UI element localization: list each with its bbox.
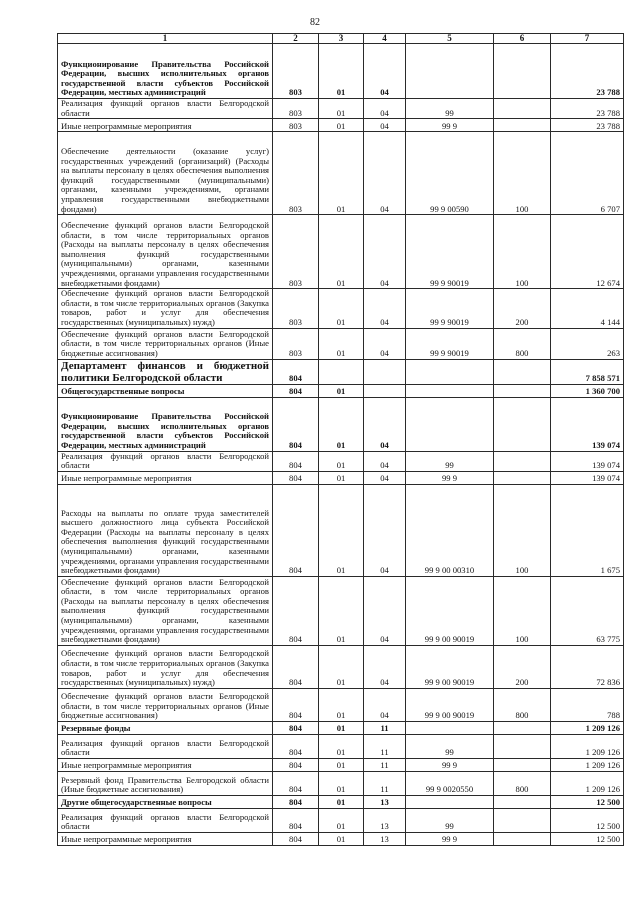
- row-amount-cell: 1 209 126: [551, 734, 624, 758]
- row-subsection-cell: [364, 384, 406, 397]
- row-amount-cell: 72 836: [551, 645, 624, 688]
- row-section-cell: 01: [319, 576, 364, 645]
- row-target-article-cell: 99 9: [406, 471, 494, 484]
- row-expense-type-cell: [494, 384, 551, 397]
- header-cell: 4: [364, 34, 406, 44]
- row-section-cell: 01: [319, 384, 364, 397]
- row-section-cell: 01: [319, 721, 364, 734]
- row-expense-type-cell: 800: [494, 771, 551, 795]
- row-admin-code-cell: 804: [273, 832, 319, 845]
- row-name-cell: Реализация функций органов власти Белгородской области: [58, 734, 273, 758]
- row-amount-cell: 1 209 126: [551, 758, 624, 771]
- row-section-cell: [319, 359, 364, 384]
- row-section-cell: 01: [319, 795, 364, 808]
- row-subsection-cell: 11: [364, 771, 406, 795]
- row-subsection-cell: 04: [364, 119, 406, 132]
- table-row: [58, 119, 624, 132]
- row-admin-code-cell: 804: [273, 734, 319, 758]
- row-subsection-cell: 04: [364, 99, 406, 119]
- row-section-cell: 01: [319, 645, 364, 688]
- row-name-cell: Обеспечение функций органов власти Белгородской области, в том числе территориальных органов (Расходы на выплаты персоналу в целях обеспечения выполнения функций государственными (муниципальными) органами, казенными учреждениями, органами управления государственными внебюджетными фондами): [58, 215, 273, 289]
- row-amount-cell: 12 500: [551, 832, 624, 845]
- row-section-cell: 01: [319, 397, 364, 451]
- row-subsection-cell: [364, 359, 406, 384]
- table-row: [58, 471, 624, 484]
- row-subsection-cell: 04: [364, 484, 406, 576]
- row-target-article-cell: 99 9 90019: [406, 215, 494, 289]
- table-row: [58, 99, 624, 119]
- row-admin-code-cell: 804: [273, 721, 319, 734]
- row-subsection-cell: 11: [364, 734, 406, 758]
- row-subsection-cell: 13: [364, 808, 406, 832]
- table-row: [58, 734, 624, 758]
- row-amount-cell: 63 775: [551, 576, 624, 645]
- row-admin-code-cell: 804: [273, 758, 319, 771]
- row-section-cell: 01: [319, 99, 364, 119]
- row-amount-cell: 12 500: [551, 795, 624, 808]
- row-name-cell: Функционирование Правительства Российской Федерации, высших исполнительных органов государственной власти субъектов Российской Федерации, местных администраций: [58, 397, 273, 451]
- row-target-article-cell: [406, 359, 494, 384]
- row-target-article-cell: 99: [406, 808, 494, 832]
- row-expense-type-cell: [494, 808, 551, 832]
- header-cell: 5: [406, 34, 494, 44]
- row-subsection-cell: 04: [364, 289, 406, 328]
- row-section-cell: 01: [319, 771, 364, 795]
- row-target-article-cell: 99 9 00590: [406, 132, 494, 215]
- row-subsection-cell: 04: [364, 688, 406, 721]
- row-expense-type-cell: [494, 734, 551, 758]
- row-expense-type-cell: [494, 832, 551, 845]
- table-row: [58, 328, 624, 359]
- row-amount-cell: 263: [551, 328, 624, 359]
- row-admin-code-cell: 804: [273, 471, 319, 484]
- row-admin-code-cell: 804: [273, 688, 319, 721]
- row-amount-cell: 788: [551, 688, 624, 721]
- table-row: [58, 484, 624, 576]
- row-subsection-cell: 04: [364, 328, 406, 359]
- row-target-article-cell: 99 9: [406, 758, 494, 771]
- row-expense-type-cell: [494, 471, 551, 484]
- row-expense-type-cell: 200: [494, 289, 551, 328]
- row-subsection-cell: 11: [364, 721, 406, 734]
- budget-table: [57, 33, 624, 846]
- row-amount-cell: 1 360 700: [551, 384, 624, 397]
- row-subsection-cell: 11: [364, 758, 406, 771]
- row-target-article-cell: 99 9 90019: [406, 328, 494, 359]
- row-admin-code-cell: 804: [273, 451, 319, 471]
- row-section-cell: 01: [319, 451, 364, 471]
- row-admin-code-cell: 803: [273, 215, 319, 289]
- row-target-article-cell: 99 9 90019: [406, 289, 494, 328]
- table-row: [58, 758, 624, 771]
- row-expense-type-cell: 100: [494, 215, 551, 289]
- row-target-article-cell: 99 9 00 00310: [406, 484, 494, 576]
- row-name-cell: Функционирование Правительства Российской Федерации, высших исполнительных органов государственной власти субъектов Российской Федерации, местных администраций: [58, 44, 273, 99]
- row-expense-type-cell: 800: [494, 688, 551, 721]
- row-section-cell: 01: [319, 328, 364, 359]
- row-name-cell: Обеспечение функций органов власти Белгородской области, в том числе территориальных органов (Закупка товаров, работ и услуг для обеспечения государственных (муниципальных) нужд): [58, 289, 273, 328]
- row-target-article-cell: 99 9: [406, 832, 494, 845]
- table-row: [58, 397, 624, 451]
- row-amount-cell: 1 675: [551, 484, 624, 576]
- row-name-cell: Общегосударственные вопросы: [58, 384, 273, 397]
- page-number: 82: [310, 17, 320, 28]
- table-row: [58, 771, 624, 795]
- row-expense-type-cell: [494, 795, 551, 808]
- table-row: [58, 721, 624, 734]
- row-target-article-cell: [406, 397, 494, 451]
- row-target-article-cell: 99: [406, 99, 494, 119]
- row-admin-code-cell: 804: [273, 645, 319, 688]
- row-section-cell: 01: [319, 688, 364, 721]
- row-subsection-cell: 04: [364, 397, 406, 451]
- header-cell: 7: [551, 34, 624, 44]
- row-target-article-cell: 99 9: [406, 119, 494, 132]
- row-name-cell: Резервные фонды: [58, 721, 273, 734]
- row-name-cell: Реализация функций органов власти Белгородской области: [58, 99, 273, 119]
- row-name-cell: Обеспечение функций органов власти Белгородской области, в том числе территориальных органов (Расходы на выплаты персоналу в целях обеспечения выполнения функций государственными (муниципальными) органами, казенными учреждениями, органами управления государственными внебюджетными фондами): [58, 576, 273, 645]
- row-expense-type-cell: 100: [494, 576, 551, 645]
- header-cell: 3: [319, 34, 364, 44]
- row-admin-code-cell: 803: [273, 119, 319, 132]
- row-amount-cell: 7 858 571: [551, 359, 624, 384]
- row-section-cell: 01: [319, 289, 364, 328]
- row-target-article-cell: 99 9 0020550: [406, 771, 494, 795]
- table-row: [58, 832, 624, 845]
- row-target-article-cell: 99 9 00 90019: [406, 688, 494, 721]
- row-admin-code-cell: 804: [273, 397, 319, 451]
- row-admin-code-cell: 803: [273, 328, 319, 359]
- header-cell: 1: [58, 34, 273, 44]
- row-expense-type-cell: [494, 721, 551, 734]
- row-admin-code-cell: 804: [273, 576, 319, 645]
- table-row: [58, 576, 624, 645]
- row-amount-cell: 12 500: [551, 808, 624, 832]
- table-row: [58, 359, 624, 384]
- row-section-cell: 01: [319, 44, 364, 99]
- row-expense-type-cell: [494, 451, 551, 471]
- row-name-cell: Реализация функций органов власти Белгородской области: [58, 451, 273, 471]
- row-name-cell: Расходы на выплаты по оплате труда заместителей высшего должностного лица субъекта Российской Федерации (Расходы на выплаты персоналу в целях обеспечения выполнения функций государственными (муниципальными) органами, казенными учреждениями, органами управления государственными внебюджетными фондами): [58, 484, 273, 576]
- row-section-cell: 01: [319, 808, 364, 832]
- row-name-cell: Обеспечение функций органов власти Белгородской области, в том числе территориальных органов (Иные бюджетные ассигнования): [58, 328, 273, 359]
- row-expense-type-cell: [494, 44, 551, 99]
- row-expense-type-cell: [494, 758, 551, 771]
- row-target-article-cell: [406, 44, 494, 99]
- row-amount-cell: 12 674: [551, 215, 624, 289]
- row-name-cell: Обеспечение функций органов власти Белгородской области, в том числе территориальных органов (Иные бюджетные ассигнования): [58, 688, 273, 721]
- row-target-article-cell: 99: [406, 451, 494, 471]
- row-name-cell: Обеспечение функций органов власти Белгородской области, в том числе территориальных органов (Закупка товаров, работ и услуг для обеспечения государственных (муниципальных) нужд): [58, 645, 273, 688]
- row-expense-type-cell: [494, 99, 551, 119]
- row-expense-type-cell: 800: [494, 328, 551, 359]
- row-expense-type-cell: 100: [494, 132, 551, 215]
- budget-table-body: [58, 34, 624, 846]
- row-admin-code-cell: 804: [273, 795, 319, 808]
- row-admin-code-cell: 803: [273, 99, 319, 119]
- row-admin-code-cell: 804: [273, 771, 319, 795]
- table-row: [58, 451, 624, 471]
- row-admin-code-cell: 803: [273, 132, 319, 215]
- row-name-cell: Иные непрограммные мероприятия: [58, 758, 273, 771]
- table-row: [58, 132, 624, 215]
- row-name-cell: Реализация функций органов власти Белгородской области: [58, 808, 273, 832]
- row-section-cell: 01: [319, 119, 364, 132]
- row-section-cell: 01: [319, 484, 364, 576]
- table-row: [58, 44, 624, 99]
- row-amount-cell: 139 074: [551, 397, 624, 451]
- row-name-cell: Иные непрограммные мероприятия: [58, 832, 273, 845]
- row-amount-cell: 23 788: [551, 99, 624, 119]
- row-name-cell: Обеспечение деятельности (оказание услуг) государственных учреждений (организаций) (Расходы на выплаты персоналу в целях обеспечения выполнения функций государственными (муниципальными) органами, казенными учреждениями, органами управления государственными внебюджетными фондами): [58, 132, 273, 215]
- row-amount-cell: 23 788: [551, 119, 624, 132]
- row-amount-cell: 1 209 126: [551, 771, 624, 795]
- row-admin-code-cell: 803: [273, 44, 319, 99]
- row-target-article-cell: 99 9 00 90019: [406, 645, 494, 688]
- row-admin-code-cell: 804: [273, 359, 319, 384]
- row-expense-type-cell: [494, 119, 551, 132]
- table-row: [58, 795, 624, 808]
- row-amount-cell: 1 209 126: [551, 721, 624, 734]
- row-target-article-cell: 99: [406, 734, 494, 758]
- row-section-cell: 01: [319, 832, 364, 845]
- row-name-cell: Департамент финансов и бюджетной политики Белгородской области: [58, 359, 273, 384]
- row-name-cell: Другие общегосударственные вопросы: [58, 795, 273, 808]
- row-target-article-cell: [406, 721, 494, 734]
- row-section-cell: 01: [319, 132, 364, 215]
- row-admin-code-cell: 804: [273, 384, 319, 397]
- table-row: [58, 645, 624, 688]
- row-amount-cell: 139 074: [551, 451, 624, 471]
- table-row: [58, 808, 624, 832]
- row-section-cell: 01: [319, 758, 364, 771]
- row-subsection-cell: 04: [364, 576, 406, 645]
- row-amount-cell: 4 144: [551, 289, 624, 328]
- table-row: [58, 384, 624, 397]
- row-expense-type-cell: [494, 397, 551, 451]
- row-expense-type-cell: 200: [494, 645, 551, 688]
- row-admin-code-cell: 803: [273, 289, 319, 328]
- row-subsection-cell: 04: [364, 645, 406, 688]
- row-amount-cell: 139 074: [551, 471, 624, 484]
- row-expense-type-cell: [494, 359, 551, 384]
- table-header-row: [58, 34, 624, 44]
- header-cell: 6: [494, 34, 551, 44]
- row-name-cell: Резервный фонд Правительства Белгородской области (Иные бюджетные ассигнования): [58, 771, 273, 795]
- row-target-article-cell: [406, 384, 494, 397]
- row-target-article-cell: 99 9 00 90019: [406, 576, 494, 645]
- row-admin-code-cell: 804: [273, 484, 319, 576]
- table-row: [58, 688, 624, 721]
- row-name-cell: Иные непрограммные мероприятия: [58, 119, 273, 132]
- row-admin-code-cell: 804: [273, 808, 319, 832]
- row-target-article-cell: [406, 795, 494, 808]
- row-subsection-cell: 04: [364, 471, 406, 484]
- row-subsection-cell: 04: [364, 132, 406, 215]
- row-subsection-cell: 13: [364, 832, 406, 845]
- row-section-cell: 01: [319, 471, 364, 484]
- row-subsection-cell: 04: [364, 44, 406, 99]
- row-section-cell: 01: [319, 734, 364, 758]
- header-cell: 2: [273, 34, 319, 44]
- row-amount-cell: 6 707: [551, 132, 624, 215]
- row-expense-type-cell: 100: [494, 484, 551, 576]
- row-section-cell: 01: [319, 215, 364, 289]
- row-name-cell: Иные непрограммные мероприятия: [58, 471, 273, 484]
- row-subsection-cell: 13: [364, 795, 406, 808]
- row-subsection-cell: 04: [364, 215, 406, 289]
- row-subsection-cell: 04: [364, 451, 406, 471]
- row-amount-cell: 23 788: [551, 44, 624, 99]
- table-row: [58, 215, 624, 289]
- table-row: [58, 289, 624, 328]
